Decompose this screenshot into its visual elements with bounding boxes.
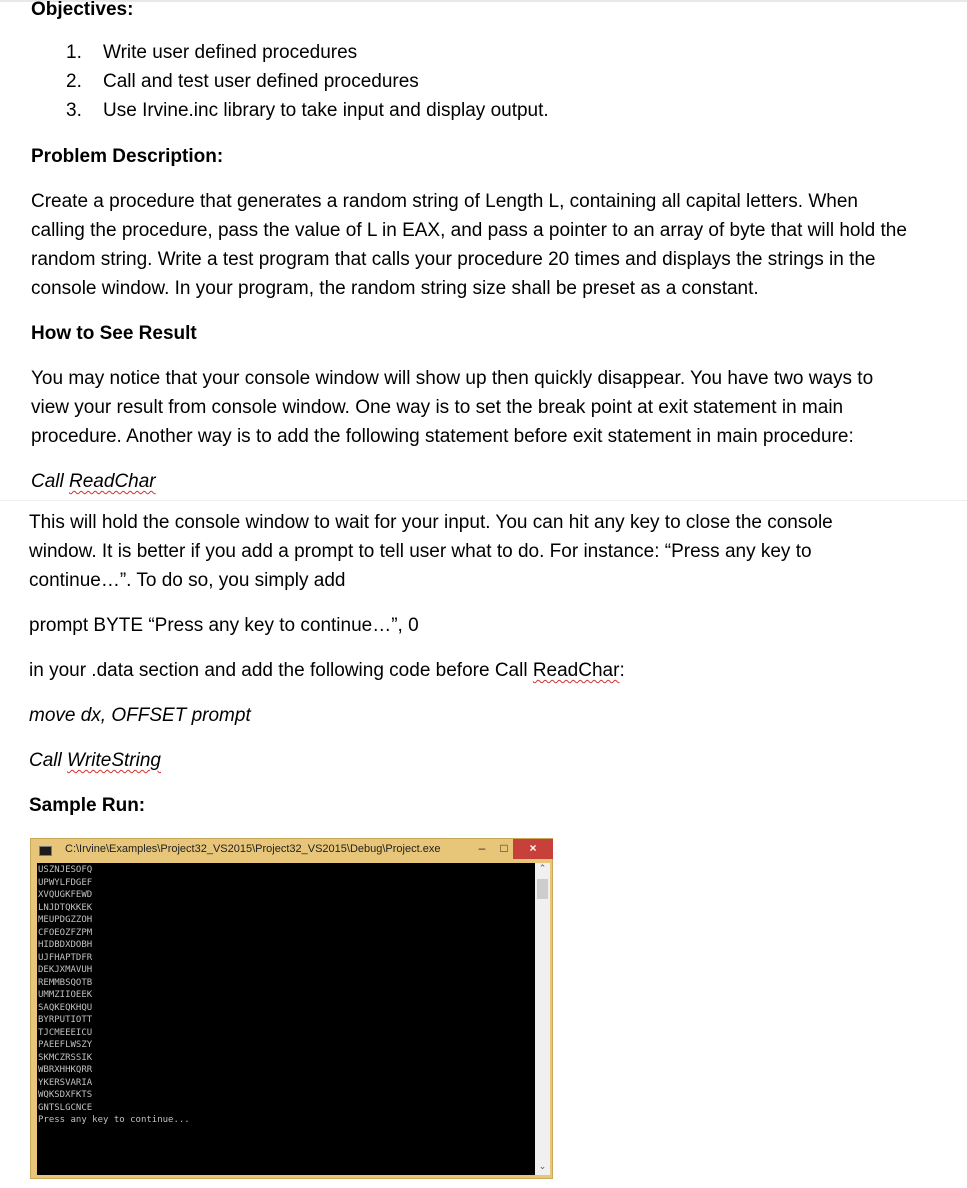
objective-item: Write user defined procedures [103, 42, 358, 63]
problem-line: random string. Write a test program that calls your procedure 20 times and displays the strings in the [31, 249, 876, 270]
code-call-writestring [29, 746, 161, 775]
hold-line: continue…”. To do so, you simply add [29, 570, 346, 591]
close-button[interactable]: × [513, 839, 553, 859]
problem-line: calling the procedure, pass the value of L in EAX, and pass a pointer to an array of byte that will hold the [31, 220, 907, 241]
howto-heading: How to See Result [31, 323, 197, 344]
console-output: USZNJESOFQ UPWYLFDGEF XVQUGKFEWD LNJDTQKKEK MEUPDGZZOH CFOEOZFZPM HIDBDXDOBH UJFHAPTDFR DEKJXMAVUH REMMBSQOTB UMMZIIOEEK SAQKEQKHQU BYRPUTIOTT TJCMEEEICU PAEEFLWSZY SKMCZRSSIK WBRXHHKQRR YKERSVARIA WQKSDXFKTS GNTSLGCNCE Press any key to continue... [38, 865, 190, 1125]
objective-number: 1. [66, 42, 82, 63]
move-dx-line: move dx, OFFSET prompt [29, 705, 251, 726]
hold-line: window. It is better if you add a prompt to tell user what to do. For instance: “Press any key to [29, 541, 812, 562]
objective-item: Call and test user defined procedures [103, 71, 419, 92]
console-titlebar[interactable] [31, 839, 552, 863]
code-writestring-word: WriteString [67, 750, 161, 771]
sample-run-heading: Sample Run: [29, 795, 146, 816]
problem-line: console window. In your program, the random string size shall be preset as a constant. [31, 278, 759, 299]
minimize-button[interactable]: – [478, 841, 486, 855]
objective-number: 2. [66, 71, 82, 92]
data-colon: : [619, 660, 625, 681]
scroll-up-icon[interactable]: ⌃ [538, 863, 547, 873]
howto-line: You may notice that your console window will show up then quickly disappear. You have two ways to [31, 368, 874, 389]
console-window-title: C:\Irvine\Examples\Project32_VS2015\Project32_VS2015\Debug\Project.exe [65, 843, 441, 855]
howto-line: view your result from console window. One way is to set the break point at exit statement in main [31, 397, 844, 418]
maximize-button[interactable]: □ [500, 841, 508, 855]
hold-line: This will hold the console window to wait for your input. You can hit any key to close the console [29, 512, 833, 533]
prompt-declaration: prompt BYTE “Press any key to continue…”, 0 [29, 615, 419, 636]
objectives-heading: Objectives: [31, 0, 134, 20]
top-divider [0, 0, 967, 2]
code-call-readchar [31, 467, 156, 496]
objective-item: Use Irvine.inc library to take input and display output. [103, 100, 549, 121]
scroll-down-icon[interactable]: ⌄ [538, 1161, 547, 1171]
console-app-icon [39, 846, 52, 856]
code-call-keyword: Call [31, 471, 70, 492]
scroll-thumb[interactable] [537, 879, 548, 899]
problem-heading: Problem Description: [31, 146, 224, 167]
objective-number: 3. [66, 100, 82, 121]
section-divider [0, 500, 967, 501]
console-scrollbar[interactable] [535, 863, 550, 1175]
howto-line: procedure. Another way is to add the following statement before exit statement in main procedure: [31, 426, 854, 447]
data-readchar-word: ReadChar [532, 660, 620, 681]
console-screen[interactable] [37, 863, 535, 1175]
data-section-text: in your .data section and add the following code before Call [29, 660, 533, 681]
console-window [30, 838, 553, 1179]
code-call-keyword: Call [29, 750, 68, 771]
problem-line: Create a procedure that generates a random string of Length L, containing all capital letters. When [31, 191, 858, 212]
code-readchar-word: ReadChar [69, 471, 156, 492]
data-section-line [29, 656, 625, 685]
